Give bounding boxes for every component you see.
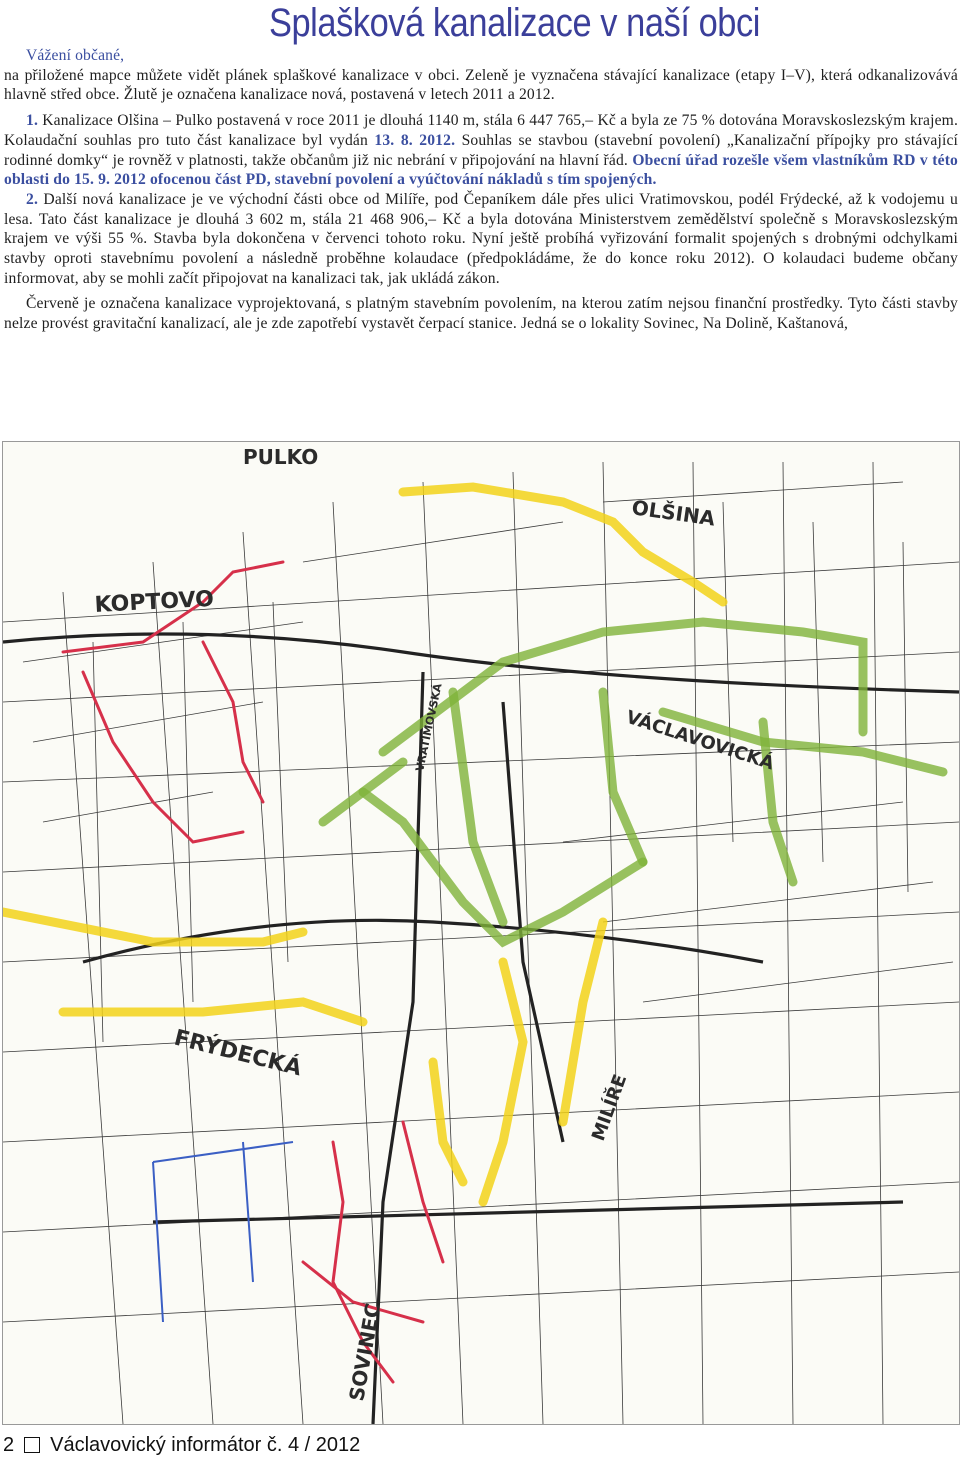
item-1-paragraph — [4, 111, 958, 190]
label-vratimovska: VRATIMOVSKÁ — [413, 682, 445, 773]
red-paragraph: Červeně je označena kanalizace vyprojektovaná, s platným stavebním povolením, na kterou zatím nejsou finanční prostředky. Tyto části stavby nelze provést gravitační kanalizací, ale je zde zapotřebí vystavět čerpací stanice. Jedná se o lokality Sovinec, Na Dolině, Kaštanová, — [4, 295, 958, 333]
item-2-text: Další nová kanalizace je ve východní části obce od Milíře, pod Čepaníkem dále přes ulici Vratimovskou, podél Frýdecké, až k vodojemu u lesa. Tato část kanalizace je dlouhá 3 602 m, stála 21 468 906,– Kč a byla dotována Ministerstvem zemědělství společně s Moravskoslezským krajem ve výši 55 %. Stavba byla dokončena v červenci tohoto roku. Nyní ještě probíhá vyřizování formalit spojených s drobnými odchylkami stavby oproti stavebnímu povolení a následně proběhne kolaudace (předpokládáme, že do konce roku 2012). O kolaudaci budeme občany informovat, aby se mohli začít připojovat na kanalizaci tak, jak ukládá zákon. — [4, 190, 958, 287]
page-footer — [3, 1432, 360, 1458]
item-1-number: 1. — [26, 112, 38, 130]
item-1-date: 13. 8. 2012. — [374, 131, 456, 149]
salutation: Vážení občané, — [26, 47, 125, 64]
article-body — [4, 46, 958, 334]
intro-paragraph: na přiložené mapce můžete vidět plánek splaškové kanalizace v obci. Zeleně je vyznačena stávající kanalizace (etapy I–V), která odkanalizovává hlavně střed obce. Žlutě je označena kanalizace nová, postavená v letech 2011 a 2012. — [4, 66, 958, 104]
item-2-number: 2. — [26, 190, 38, 208]
item-1-text: Kanalizace Olšina – Pulko postavená v roce 2011 je dlouhá 1140 m, stála 6 447 765,– Kč a byla ze 75 % dotována Moravskoslezským krajem. Kolaudační souhlas pro tuto část kanalizace byl vydán — [4, 112, 958, 149]
item-2-paragraph — [4, 190, 958, 289]
label-milire: MILÍŘE — [587, 1071, 632, 1144]
label-pulko: PULKO — [243, 445, 319, 469]
map-svg — [3, 442, 959, 1424]
page-number: 2 — [3, 1433, 15, 1456]
publication-name: Václavovický informátor č. 4 / 2012 — [50, 1433, 361, 1456]
main-roads — [3, 634, 959, 1424]
label-sovinec: SOVINEC — [344, 1301, 386, 1403]
label-koptovo: KOPTOVO — [94, 586, 215, 618]
page-title: Splašková kanalizace v naší obci — [268, 1, 760, 45]
label-olsina: OLŠINA — [630, 495, 717, 531]
item-1-text2: Souhlas se stavbou (stavební povolení) „Kanalizační přípojky pro stávající rodinné domky“ je rovněž v platnosti, takže občanům již nic nebrání v připojování na hlavní řád. — [4, 131, 958, 169]
water-lines — [153, 1142, 293, 1322]
sewer-map — [2, 441, 960, 1425]
label-frydecka: FRÝDECKÁ — [171, 1025, 304, 1082]
square-bullet-icon — [24, 1437, 40, 1453]
item-1-highlight: Obecní úřad rozešle všem vlastníkům RD v této oblasti do 15. 9. 2012 ofocenou část PD, stavební povolení a vyúčtování nákladů s tím spojených. — [4, 151, 958, 189]
label-vaclavovicka: VÁCLAVOVICKÁ — [623, 706, 777, 775]
